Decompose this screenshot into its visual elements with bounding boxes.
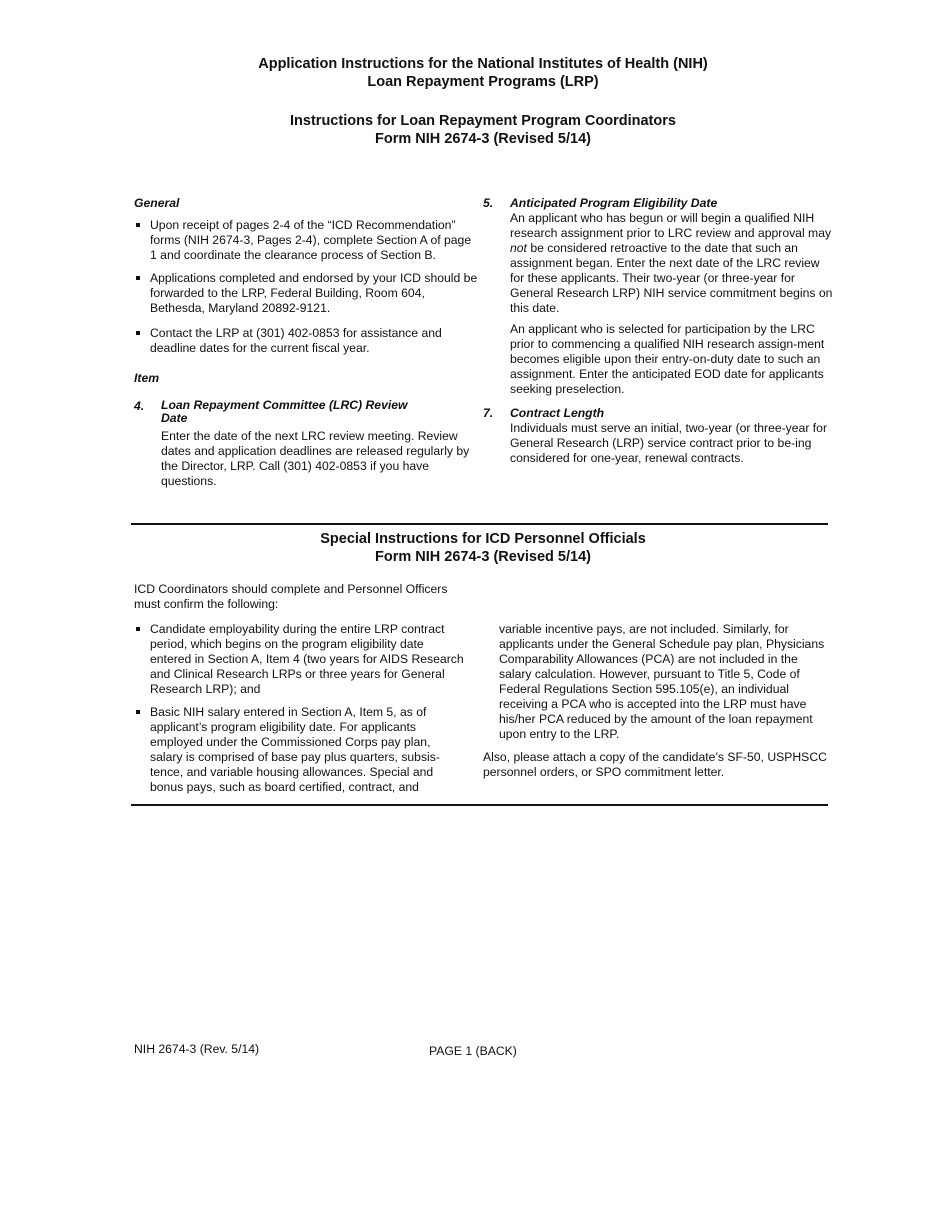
list-item <box>134 705 464 795</box>
bullet-marker <box>136 223 140 227</box>
bullet-marker <box>136 331 140 335</box>
item-4-body: Enter the date of the next LRC review meeting. Review dates and application deadlines are released regularly by the Director, LRP. Call (301) 402-0853 if you have questions. <box>161 429 470 488</box>
item-5-number: 5. <box>483 196 494 210</box>
item-4-title: Loan Repayment Committee (LRC) Review Date <box>161 398 408 425</box>
bullet-marker <box>136 627 140 631</box>
document-title <box>0 55 950 91</box>
item-5-text: be considered retroactive to the date that such an assignment began. Enter the next date of the LRC review for these applicants. Their two-year (or three-year for General Research LRP) NIH service commitment begins on this date. <box>510 241 833 315</box>
general-bullet-text: Upon receipt of pages 2-4 of the “ICD Recommendation” forms (NIH 2674-3, Pages 2-4), complete Section A of page 1 and coordinate the clearance process of Section B. <box>150 218 472 262</box>
list-item <box>134 326 480 356</box>
special-right-column <box>483 622 833 780</box>
special-instructions-title <box>0 530 950 566</box>
item-5-title: Anticipated Program Eligibility Date <box>510 196 718 210</box>
list-item <box>134 218 480 263</box>
item-4-number: 4. <box>134 399 145 413</box>
special-title-line-1: Special Instructions for ICD Personnel Officials <box>320 531 646 547</box>
item-7-title: Contract Length <box>510 406 605 420</box>
general-bullet-list <box>134 218 480 356</box>
section-divider <box>131 523 828 525</box>
subtitle-line-1: Instructions for Loan Repayment Program Coordinators <box>290 113 676 129</box>
special-bullet-list <box>134 622 464 795</box>
form-id: NIH 2674-3 (Rev. 5/14) <box>134 1042 260 1056</box>
bottom-divider <box>131 804 828 806</box>
item-7-body: Individuals must serve an initial, two-year (or three-year for General Research (LRP) service contract prior to be-ing considered for one-year, renewal contracts. <box>510 421 827 465</box>
special-intro: ICD Coordinators should complete and Personnel Officers must confirm the following: <box>134 582 448 611</box>
list-item <box>134 271 480 316</box>
title-line-1: Application Instructions for the National Institutes of Health (NIH) <box>258 56 708 72</box>
bullet-marker <box>136 710 140 714</box>
title-line-2: Loan Repayment Programs (LRP) <box>367 74 599 90</box>
attach-note: Also, please attach a copy of the candidate’s SF-50, USPHSCC personnel orders, or SPO commitment letter. <box>483 750 827 779</box>
item-5-text: An applicant who has begun or will begin a qualified NIH research assignment prior to LRC review and approval may <box>510 211 832 240</box>
special-bullet-continued: variable incentive pays, are not included. Similarly, for applicants under the General Schedule pay plan, Physicians Comparability Allowances (PCA) are not included in the salary calculation. However, pursuant to Title 5, Code of Federal Regulations Section 595.105(e), an individual receiving a PCA who is accepted into the LRP must have his/her PCA reduced by the amount of the loan repayment upon entry to the LRP. <box>499 622 825 741</box>
item-7 <box>483 406 833 466</box>
special-left-column <box>134 582 464 795</box>
special-title-line-2: Form NIH 2674-3 (Revised 5/14) <box>375 549 591 565</box>
general-heading: General <box>134 196 180 210</box>
item-5 <box>483 196 833 397</box>
general-bullet-text: Contact the LRP at (301) 402-0853 for assistance and deadline dates for the current fiscal year. <box>150 326 442 355</box>
list-item <box>134 622 464 697</box>
item-5-paragraph-2: An applicant who is selected for participation by the LRC prior to commencing a qualified NIH research assign-ment becomes eligible upon their entry-on-duty date to such an assignment. Enter the anticipated EOD date for applicants seeking preselection. <box>510 322 825 396</box>
item-4 <box>134 399 480 489</box>
item-7-number: 7. <box>483 406 494 420</box>
item-5-paragraph-1 <box>510 211 833 316</box>
right-column <box>483 196 833 466</box>
special-bullet-text: Basic NIH salary entered in Section A, Item 5, as of applicant’s program eligibility date. For applicants employed under the Commissioned Corps pay plan, salary is comprised of base pay plus quarters, subsis-tence, and variable housing allowances. Special and bonus pays, such as board certified, contract, and <box>150 705 440 794</box>
special-bullet-text: Candidate employability during the entire LRP contract period, which begins on the program eligibility date entered in Section A, Item 4 (two years for AIDS Research and Clinical Research LRPs or three years for General Research LRP); and <box>150 622 464 696</box>
left-column <box>134 196 480 489</box>
page-label: PAGE 1 (BACK) <box>429 1044 517 1058</box>
document-subtitle <box>0 112 950 148</box>
item-5-emphasis: not <box>510 241 527 255</box>
bullet-marker <box>136 276 140 280</box>
general-bullet-text: Applications completed and endorsed by your ICD should be forwarded to the LRP, Federal Building, Room 604, Bethesda, Maryland 20892-9121. <box>150 271 478 315</box>
subtitle-line-2: Form NIH 2674-3 (Revised 5/14) <box>375 131 591 147</box>
item-heading: Item <box>134 371 160 385</box>
